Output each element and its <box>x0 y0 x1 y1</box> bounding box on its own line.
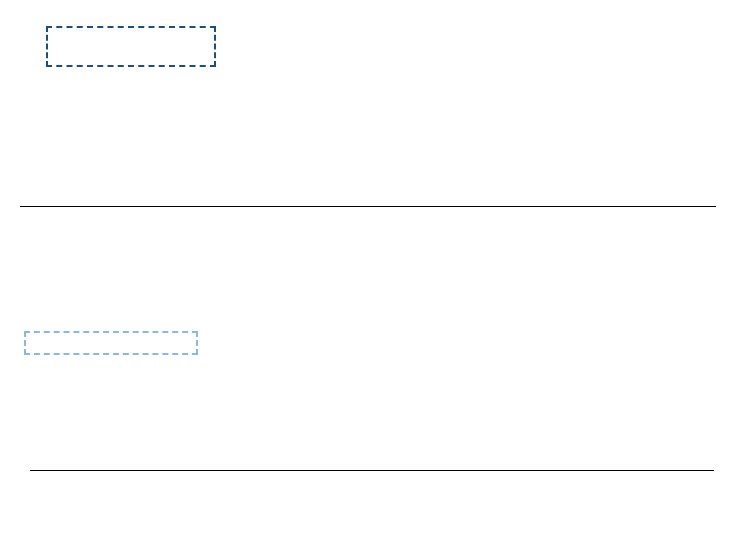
top-x-axis <box>20 206 716 207</box>
bottom-chart-plot <box>0 300 738 490</box>
bottom-x-axis <box>30 470 714 471</box>
top-chart-plot <box>0 0 738 220</box>
